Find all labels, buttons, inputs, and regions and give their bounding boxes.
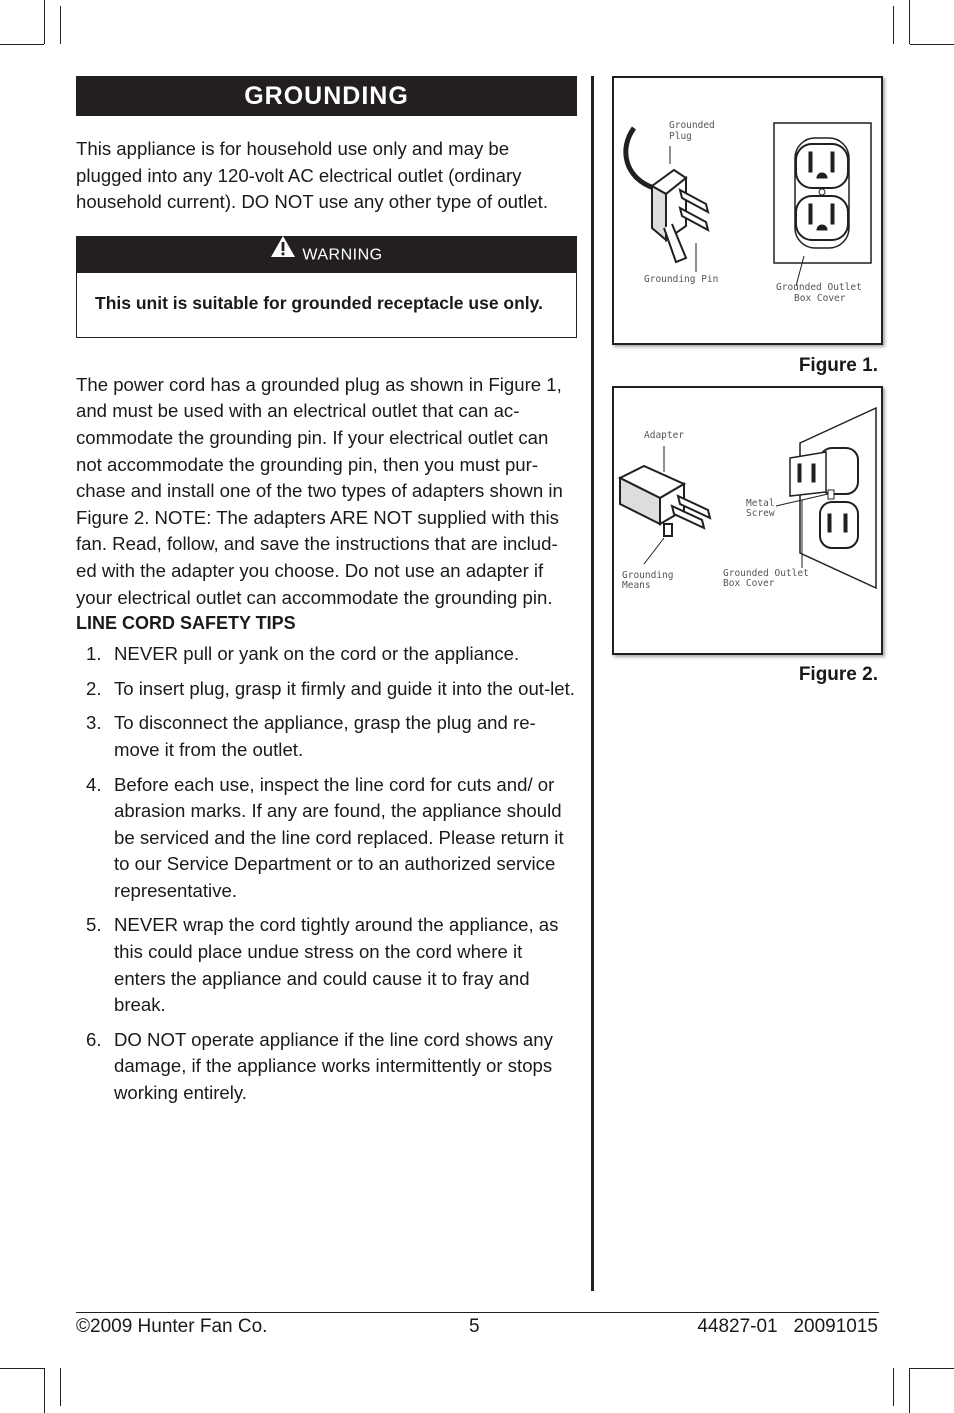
figure-1-illustration	[614, 78, 881, 343]
label-grounding-means-line1: Grounding	[622, 570, 674, 581]
label-grounded-plug-line2: Plug	[669, 131, 692, 142]
list-item	[76, 676, 577, 703]
warning-header	[77, 237, 576, 273]
leader-line	[644, 538, 664, 564]
list-number: 1.	[86, 643, 102, 665]
warning-label: WARNING	[302, 246, 383, 264]
list-number: 4.	[86, 773, 102, 795]
label-outlet-cover-line1: Grounded Outlet	[723, 568, 809, 579]
figure-2-adapters	[612, 386, 883, 655]
crop-mark	[910, 1368, 954, 1369]
list-text: DO NOT operate appliance if the line cord shows any damage, if the appliance works intermittently or stops working entirely.	[114, 1028, 553, 1104]
warning-text: This unit is suitable for grounded receptacle use only.	[95, 292, 543, 313]
list-text: To insert plug, grasp it firmly and guide it into the out-let.	[114, 677, 575, 699]
list-number: 5.	[86, 914, 102, 936]
intro-paragraph: This appliance is for household use only and may be plugged into any 120-volt AC electrical outlet (ordinary household current). DO NOT use any other type of outlet.	[76, 138, 548, 213]
crop-mark	[909, 0, 910, 44]
list-text: Before each use, inspect the line cord for cuts and/ or abrasion marks. If any are found, the appliance should be serviced and the line cord replaced. Please return it to our Service Department or to an authorized service representative.	[114, 773, 564, 901]
grounded-plug-icon	[652, 170, 708, 262]
list-item	[76, 772, 577, 905]
crop-mark	[893, 6, 894, 44]
list-number: 2.	[86, 677, 102, 699]
list-item	[76, 912, 577, 1018]
footer-page-number: 5	[469, 1316, 480, 1337]
crop-mark	[0, 44, 44, 45]
crop-mark	[910, 44, 954, 45]
column-divider	[591, 76, 594, 1291]
label-grounding-pin: Grounding Pin	[644, 274, 719, 285]
plug-cord	[626, 128, 654, 188]
crop-mark	[60, 1368, 61, 1406]
label-outlet-cover-line1: Grounded Outlet	[776, 282, 862, 293]
body-paragraph: The power cord has a grounded plug as shown in Figure 1, and must be used with an electrical outlet that can ac-commodate the grounding pin. If your electrical outlet can not accommodate the grounding pin, then you must pur-chase and install one of the two types of adapters shown in Figure 2. NOTE: The adapters ARE NOT supplied with this fan. Read, follow, and save the instructions that are includ-ed with the adapter you choose. Do not use an adapter if your electrical outlet can accommodate the grounding pin.	[76, 373, 563, 608]
crop-mark	[44, 1368, 45, 1413]
label-metal-screw-line1: Metal	[746, 498, 775, 509]
warning-box	[76, 236, 577, 338]
list-item	[76, 641, 577, 668]
label-adapter: Adapter	[644, 430, 685, 441]
label-outlet-cover-line2: Box Cover	[723, 578, 775, 589]
outlet-icon	[790, 408, 876, 588]
list-text: To disconnect the appliance, grasp the plug and re-move it from the outlet.	[114, 712, 536, 760]
crop-mark	[909, 1368, 910, 1413]
list-text: NEVER pull or yank on the cord or the appliance.	[114, 643, 520, 665]
list-item	[76, 1027, 577, 1107]
list-number: 3.	[86, 712, 102, 734]
figure-1-grounded-plug	[612, 76, 883, 345]
outlet-icon	[774, 123, 871, 263]
figure-2-illustration	[614, 388, 881, 653]
list-number: 6.	[86, 1028, 102, 1050]
footer-doc-code: 44827-01 20091015	[697, 1316, 878, 1337]
tips-heading: LINE CORD SAFETY TIPS	[76, 613, 296, 634]
crop-mark	[0, 1368, 44, 1369]
list-item	[76, 710, 577, 763]
crop-mark	[60, 6, 61, 44]
list-text: NEVER wrap the cord tightly around the appliance, as this could place undue stress on the cord where it enters the appliance and could cause it to fray and break.	[114, 914, 559, 1016]
crop-mark	[44, 0, 45, 44]
figure-1-caption: Figure 1.	[798, 355, 878, 376]
figure-2-caption: Figure 2.	[798, 664, 878, 685]
label-metal-screw-line2: Screw	[746, 508, 775, 519]
label-grounded-plug-line1: Grounded	[669, 120, 715, 131]
footer-copyright: ©2009 Hunter Fan Co.	[76, 1316, 268, 1337]
label-grounding-means-line2: Means	[622, 580, 651, 591]
footer-rule	[76, 1312, 879, 1313]
section-title: GROUNDING	[76, 76, 577, 116]
label-outlet-cover-line2: Box Cover	[794, 293, 846, 304]
warning-triangle-icon	[270, 235, 296, 272]
left-column	[76, 76, 577, 1115]
adapter-icon	[620, 466, 710, 536]
crop-mark	[893, 1368, 894, 1406]
safety-tips-list	[76, 641, 577, 1107]
